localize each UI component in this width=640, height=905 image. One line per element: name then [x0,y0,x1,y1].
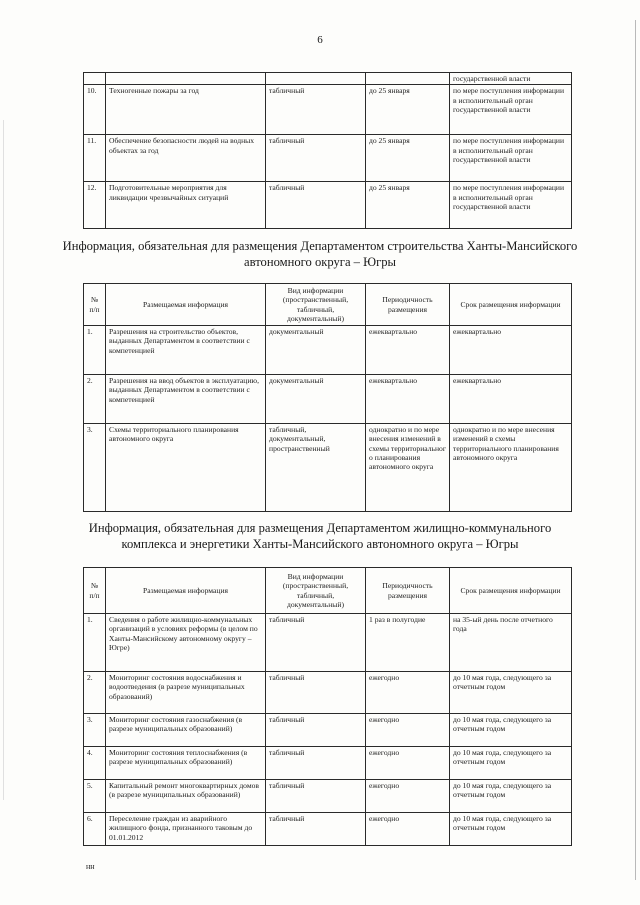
table-cell: по мере поступления информации в исполнительный орган государственной власти [450,85,572,135]
table-cell: ежегодно [366,813,450,846]
table-cell: 3. [84,714,106,747]
table-row [84,375,572,424]
column-header: № п/п [84,284,106,326]
footer-mark: нн [86,862,95,871]
table-cell: на 35-ый день после отчетного года [450,614,572,672]
table-cell: Капитальный ремонт многоквартирных домов (в разрезе муниципальных образований) [106,780,266,813]
table-row [84,780,572,813]
table-cell: документальный [266,375,366,424]
table-cell: Подготовительные мероприятия для ликвидации чрезвычайных ситуаций [106,182,266,229]
table-cell: Обеспечение безопасности людей на водных объектах за год [106,135,266,182]
table-cell: до 25 января [366,85,450,135]
table-cell: документальный [266,326,366,375]
table-cell: табличный, документальный, пространственный [266,424,366,512]
table-cell: 3. [84,424,106,512]
table-cell: по мере поступления информации в исполнительный орган государственной власти [450,135,572,182]
table-cell: ежеквартально [366,375,450,424]
table-cell: ежеквартально [366,326,450,375]
table-cell: ежеквартально [450,375,572,424]
table-cell: 6. [84,813,106,846]
column-header: Размещаемая информация [106,568,266,614]
section-title-construction: Информация, обязательная для размещения Департаментом строительства Ханты-Мансийского автономного округа – Югры [62,239,578,270]
table-cell: табличный [266,182,366,229]
table-cell: Мониторинг состояния водоснабжения и водоотведения (в разрезе муниципальных образований) [106,672,266,714]
table-cell: табличный [266,813,366,846]
table-row [84,424,572,512]
table-header-row [84,568,572,614]
column-header: Вид информации (пространственный, табличный, документальный) [266,568,366,614]
page-number: 6 [317,34,323,46]
column-header: Срок размещения информации [450,284,572,326]
table-row [84,73,572,85]
table-cell: ежегодно [366,672,450,714]
table-cell: табличный [266,780,366,813]
table-cell: 4. [84,747,106,780]
table-cell: 5. [84,780,106,813]
table-cell: ежегодно [366,780,450,813]
table-row [84,747,572,780]
table-cell: Техногенные пожары за год [106,85,266,135]
table-row [84,135,572,182]
table-cell: 11. [84,135,106,182]
table-emergency [83,72,572,229]
table-cell: до 10 мая года, следующего за отчетным годом [450,813,572,846]
table-cell: 1. [84,326,106,375]
table-row [84,326,572,375]
table-cell: Мониторинг состояния газоснабжения (в разрезе муниципальных образований) [106,714,266,747]
table-row [84,614,572,672]
table-header-row [84,284,572,326]
table-row [84,672,572,714]
table-cell [84,73,106,85]
table-cell: до 10 мая года, следующего за отчетным годом [450,672,572,714]
table-cell: 12. [84,182,106,229]
column-header: № п/п [84,568,106,614]
table-row [84,813,572,846]
table-cell [266,73,366,85]
table-cell: Переселение граждан из аварийного жилищного фонда, признанного таковым до 01.01.2012 [106,813,266,846]
table-cell: однократно и по мере внесения изменений в схемы территориального планирования автономного округа [450,424,572,512]
table-cell: до 25 января [366,135,450,182]
table-cell: до 10 мая года, следующего за отчетным годом [450,714,572,747]
table-cell: 1. [84,614,106,672]
table-row [84,85,572,135]
table-cell: табличный [266,747,366,780]
column-header: Вид информации (пространственный, табличный, документальный) [266,284,366,326]
scan-edge-line [635,20,636,880]
table-cell: Сведения о работе жилищно-коммунальных организаций в условиях реформы (в целом по Ханты-Мансийскому автономному округу – Югре) [106,614,266,672]
table-cell: по мере поступления информации в исполнительный орган государственной власти [450,182,572,229]
table-cell [366,73,450,85]
table-cell [106,73,266,85]
table-cell: табличный [266,714,366,747]
table-cell: Разрешения на ввод объектов в эксплуатацию, выданных Департаментом в соответствии с компетенцией [106,375,266,424]
table-row [84,182,572,229]
table-cell: ежеквартально [450,326,572,375]
column-header: Срок размещения информации [450,568,572,614]
table-cell: государственной власти [450,73,572,85]
table-construction [83,283,572,512]
table-cell: 2. [84,672,106,714]
table-cell: до 25 января [366,182,450,229]
table-housing [83,567,572,846]
table-cell: табличный [266,614,366,672]
column-header: Периодичность размещения [366,568,450,614]
table-cell: 2. [84,375,106,424]
table-cell: ежегодно [366,714,450,747]
table-cell: табличный [266,85,366,135]
table-cell: табличный [266,672,366,714]
table-cell: до 10 мая года, следующего за отчетным годом [450,780,572,813]
table-cell: 1 раз в полугодие [366,614,450,672]
table-cell: Мониторинг состояния теплоснабжения (в разрезе муниципальных образований) [106,747,266,780]
table-cell: Разрешения на строительство объектов, выданных Департаментом в соответствии с компетенцией [106,326,266,375]
scan-edge-line-left [3,120,4,800]
table-row [84,714,572,747]
column-header: Периодичность размещения [366,284,450,326]
table-cell: до 10 мая года, следующего за отчетным годом [450,747,572,780]
table-cell: Схемы территориального планирования автономного округа [106,424,266,512]
table-cell: табличный [266,135,366,182]
section-title-housing: Информация, обязательная для размещения Департаментом жилищно-коммунального комплекса и энергетики Ханты-Мансийского автономного округа – Югры [88,521,552,552]
column-header: Размещаемая информация [106,284,266,326]
table-cell: ежегодно [366,747,450,780]
table-cell: 10. [84,85,106,135]
table-cell: однократно и по мере внесения изменений в схемы территориальног о планирования автономного округа [366,424,450,512]
